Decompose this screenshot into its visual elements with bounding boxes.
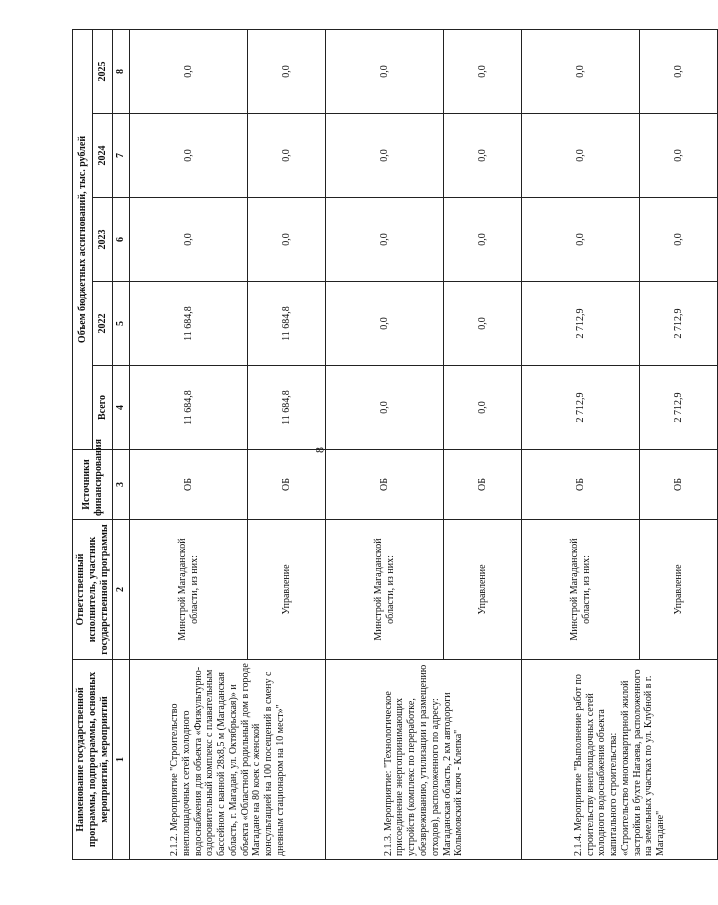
total-cell: 2 712,9 (522, 366, 640, 450)
value-2024-cell: 0,0 (248, 114, 326, 198)
activity-name: 2.1.3. Мероприятие: "Технологическое присоединение энергопринимающих устройств (комплекс по переработке, обезвреживанию, утилизации и размещению отходов), расположенного по адресу: Магаданская область, 2 км автодороги Колымовский ключ - Клепка" (326, 660, 522, 860)
executor-cell: Минстрой Магаданской области, из них: (522, 520, 640, 660)
column-number: 3 (113, 450, 130, 520)
source-cell: ОБ (444, 450, 522, 520)
total-cell: 0,0 (326, 366, 444, 450)
header-volume: Объем бюджетных ассигнований, тыс. рублей (73, 29, 93, 449)
column-number: 8 (113, 29, 130, 113)
header-total: Всего (93, 366, 113, 450)
column-number: 6 (113, 198, 130, 282)
value-2023-cell: 0,0 (326, 198, 444, 282)
budget-table (72, 29, 718, 860)
column-number-row (113, 29, 130, 859)
value-2025-cell: 0,0 (130, 29, 248, 113)
value-2023-cell: 0,0 (640, 198, 718, 282)
total-cell: 0,0 (444, 366, 522, 450)
executor-cell: Управление (248, 520, 326, 660)
source-cell: ОБ (248, 450, 326, 520)
executor-cell: Минстрой Магаданской области, из них: (130, 520, 248, 660)
value-2025-cell: 0,0 (444, 29, 522, 113)
column-number: 2 (113, 520, 130, 660)
value-2022-cell: 2 712,9 (640, 282, 718, 366)
value-2023-cell: 0,0 (130, 198, 248, 282)
value-2024-cell: 0,0 (326, 114, 444, 198)
value-2024-cell: 0,0 (522, 114, 640, 198)
value-2025-cell: 0,0 (522, 29, 640, 113)
source-cell: ОБ (640, 450, 718, 520)
header-2022: 2022 (93, 282, 113, 366)
activity-name: 2.1.2. Мероприятие "Строительство внеплощадочных сетей холодного водоснабжения для объекта «Физкультурно-оздоровительный комплекс с плавательным бассейном с ванной 28х8,5 м (Магаданская область, г. Магадан, ул. Октябрьская)» и объекта «Областной родильный дом в городе Магадане на 80 коек с женской консультацией на 100 посещений в смену с дневным стационаром на 10 мест»" (130, 660, 326, 860)
value-2022-cell: 0,0 (326, 282, 444, 366)
table-container (72, 30, 684, 860)
value-2024-cell: 0,0 (444, 114, 522, 198)
value-2025-cell: 0,0 (326, 29, 444, 113)
total-cell: 11 684,8 (248, 366, 326, 450)
page-number: 8 (312, 447, 327, 453)
column-number: 1 (113, 660, 130, 860)
executor-cell: Минстрой Магаданской области, из них: (326, 520, 444, 660)
value-2024-cell: 0,0 (130, 114, 248, 198)
executor-cell: Управление (640, 520, 718, 660)
activity-name: 2.1.4. Мероприятие "Выполнение работ по строительству внеплощадочных сетей холодного водоснабжения объекта капитального строительства: «Строительство многоквартирной жилой застройки в бухте Нагаева, расположенного на земельных участках по ул. Клубной в г. Магадане" (522, 660, 718, 860)
header-executor: Ответственный исполнитель, участник государственной программы (73, 520, 113, 660)
column-number: 4 (113, 366, 130, 450)
source-cell: ОБ (326, 450, 444, 520)
value-2025-cell: 0,0 (640, 29, 718, 113)
value-2022-cell: 2 712,9 (522, 282, 640, 366)
header-source: Источники финансирования (73, 450, 113, 520)
column-number: 7 (113, 114, 130, 198)
table-row (522, 29, 640, 859)
value-2022-cell: 0,0 (444, 282, 522, 366)
value-2023-cell: 0,0 (444, 198, 522, 282)
source-cell: ОБ (130, 450, 248, 520)
header-2024: 2024 (93, 114, 113, 198)
value-2022-cell: 11 684,8 (248, 282, 326, 366)
value-2023-cell: 0,0 (248, 198, 326, 282)
value-2025-cell: 0,0 (248, 29, 326, 113)
header-2025: 2025 (93, 29, 113, 113)
source-cell: ОБ (522, 450, 640, 520)
value-2024-cell: 0,0 (640, 114, 718, 198)
header-name: Наименование государственной программы, подпрограммы, основных мероприятий, мероприятий (73, 660, 113, 860)
executor-cell: Управление (444, 520, 522, 660)
table-row (130, 29, 248, 859)
column-number: 5 (113, 282, 130, 366)
total-cell: 11 684,8 (130, 366, 248, 450)
total-cell: 2 712,9 (640, 366, 718, 450)
table-row (326, 29, 444, 859)
value-2023-cell: 0,0 (522, 198, 640, 282)
header-2023: 2023 (93, 198, 113, 282)
value-2022-cell: 11 684,8 (130, 282, 248, 366)
